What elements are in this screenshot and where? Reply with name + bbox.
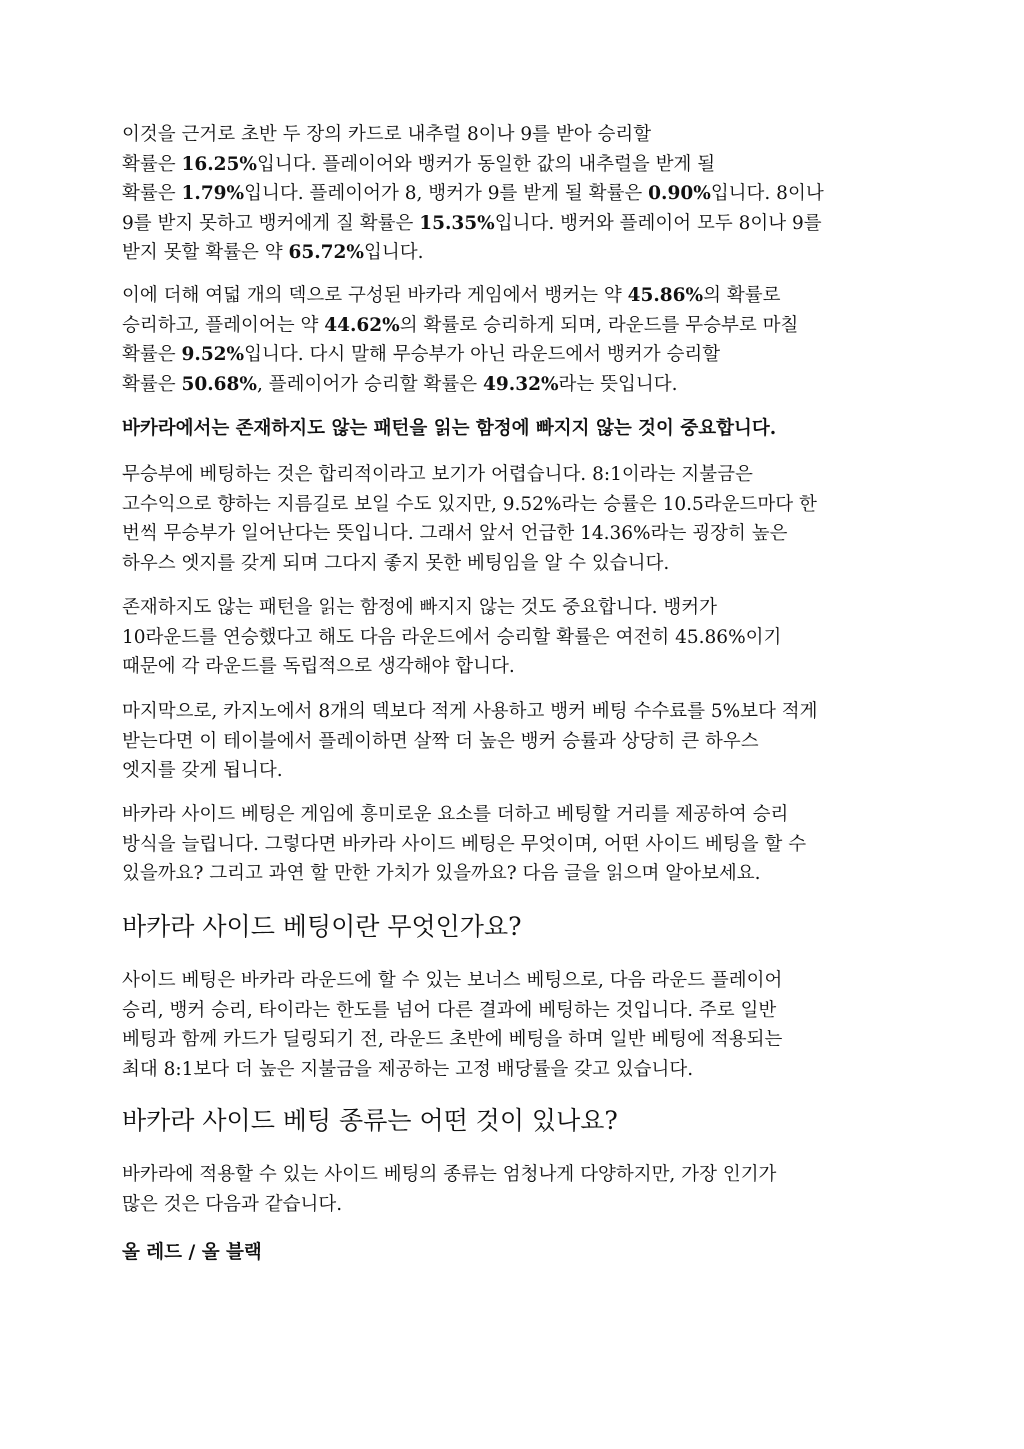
text-line: 받는다면 이 테이블에서 플레이하면 살짝 더 높은 뱅커 승률과 상당히 큰 하우스 bbox=[122, 730, 759, 752]
text-line: 번씩 무승부가 일어난다는 뜻입니다. 그래서 앞서 언급한 14.36%라는 굉장히 높은 bbox=[122, 523, 788, 544]
bold-statement: 바카라에서는 존재하지도 않는 패턴을 읽는 함정에 빠지지 않는 것이 중요합니다. bbox=[122, 418, 777, 439]
text-line: 있을까요? 그리고 과연 할 만한 가치가 있을까요? 다음 글을 읽으며 알아보세요. bbox=[122, 863, 761, 884]
text-line: 확률은 1.79%입니다. 플레이어가 8, 뱅커가 9를 받게 될 확률은 0.90%입니다. 8이나 bbox=[122, 183, 824, 204]
text-line: 확률은 16.25%입니다. 플레이어와 뱅커가 동일한 값의 내추럴을 받게 될 bbox=[122, 153, 716, 175]
text-line: 10라운드를 연승했다고 해도 다음 라운드에서 승리할 확률은 여전히 45.86%이기 bbox=[122, 626, 782, 648]
paragraph-probabilities bbox=[122, 120, 912, 268]
text-line: 베팅과 함께 카드가 딜링되기 전, 라운드 초반에 베팅을 하며 일반 베팅에 적용되는 bbox=[122, 1029, 783, 1050]
paragraph-tie-bet bbox=[122, 460, 912, 578]
text-line: 엣지를 갖게 됩니다. bbox=[122, 760, 283, 781]
text-line: 이것을 근거로 초반 두 장의 카드로 내추럴 8이나 9를 받아 승리할 bbox=[122, 124, 652, 145]
text-line: 9를 받지 못하고 뱅커에게 질 확률은 15.35%입니다. 뱅커와 플레이어 모두 8이나 9를 bbox=[122, 212, 822, 234]
text-line: 승리하고, 플레이어는 약 44.62%의 확률로 승리하게 되며, 라운드를 무승부로 마칠 bbox=[122, 314, 799, 336]
text-line: 확률은 9.52%입니다. 다시 말해 무승부가 아닌 라운드에서 뱅커가 승리할 bbox=[122, 344, 721, 365]
text-line: 무승부에 베팅하는 것은 합리적이라고 보기가 어렵습니다. 8:1이라는 지불금은 bbox=[122, 464, 753, 485]
text-line: 이에 더해 여덟 개의 덱으로 구성된 바카라 게임에서 뱅커는 약 45.86%의 확률로 bbox=[122, 285, 781, 306]
text-line: 받지 못할 확률은 약 65.72%입니다. bbox=[122, 242, 424, 263]
text-line: 마지막으로, 카지노에서 8개의 덱보다 적게 사용하고 뱅커 베팅 수수료를 5%보다 적게 bbox=[122, 701, 818, 722]
text-line: 고수익으로 향하는 지름길로 보일 수도 있지만, 9.52%라는 승률은 10.5라운드마다 한 bbox=[122, 493, 817, 515]
text-line: 바카라에 적용할 수 있는 사이드 베팅의 종류는 엄청나게 다양하지만, 가장 인기가 bbox=[122, 1164, 777, 1185]
text-line: 사이드 베팅은 바카라 라운드에 할 수 있는 보너스 베팅으로, 다음 라운드 플레이어 bbox=[122, 970, 783, 991]
paragraph-pattern-trap bbox=[122, 593, 912, 682]
paragraph-side-bet-types-intro bbox=[122, 1160, 912, 1219]
section-heading-side-bet-types: 바카라 사이드 베팅 종류는 어떤 것이 있나요? bbox=[122, 1106, 618, 1135]
paragraph-casino-tables bbox=[122, 697, 912, 786]
text-line: 존재하지도 않는 패턴을 읽는 함정에 빠지지 않는 것도 중요합니다. 뱅커가 bbox=[122, 597, 717, 618]
text-line: 많은 것은 다음과 같습니다. bbox=[122, 1193, 343, 1215]
text-line: 방식을 늘립니다. 그렇다면 바카라 사이드 베팅은 무엇이며, 어떤 사이드 베팅을 할 수 bbox=[122, 833, 807, 855]
text-line: 바카라 사이드 베팅은 게임에 흥미로운 요소를 더하고 베팅할 거리를 제공하여 승리 bbox=[122, 804, 789, 825]
text-line: 승리, 뱅커 승리, 타이라는 한도를 넘어 다른 결과에 베팅하는 것입니다. 주로 일반 bbox=[122, 999, 777, 1021]
text-line: 때문에 각 라운드를 독립적으로 생각해야 합니다. bbox=[122, 656, 515, 677]
text-line: 하우스 엣지를 갖게 되며 그다지 좋지 못한 베팅임을 알 수 있습니다. bbox=[122, 552, 670, 574]
subheading-all-red-all-black: 올 레드 / 올 블랙 bbox=[122, 1242, 262, 1263]
paragraph-eight-deck-odds bbox=[122, 281, 912, 399]
text-line: 확률은 50.68%, 플레이어가 승리할 확률은 49.32%라는 뜻입니다. bbox=[122, 373, 678, 395]
section-heading-what-are-side-bets: 바카라 사이드 베팅이란 무엇인가요? bbox=[122, 912, 522, 941]
paragraph-side-bet-definition bbox=[122, 966, 912, 1084]
text-line: 최대 8:1보다 더 높은 지불금을 제공하는 고정 배당률을 갖고 있습니다. bbox=[122, 1058, 694, 1080]
paragraph-side-bets-intro bbox=[122, 800, 912, 889]
